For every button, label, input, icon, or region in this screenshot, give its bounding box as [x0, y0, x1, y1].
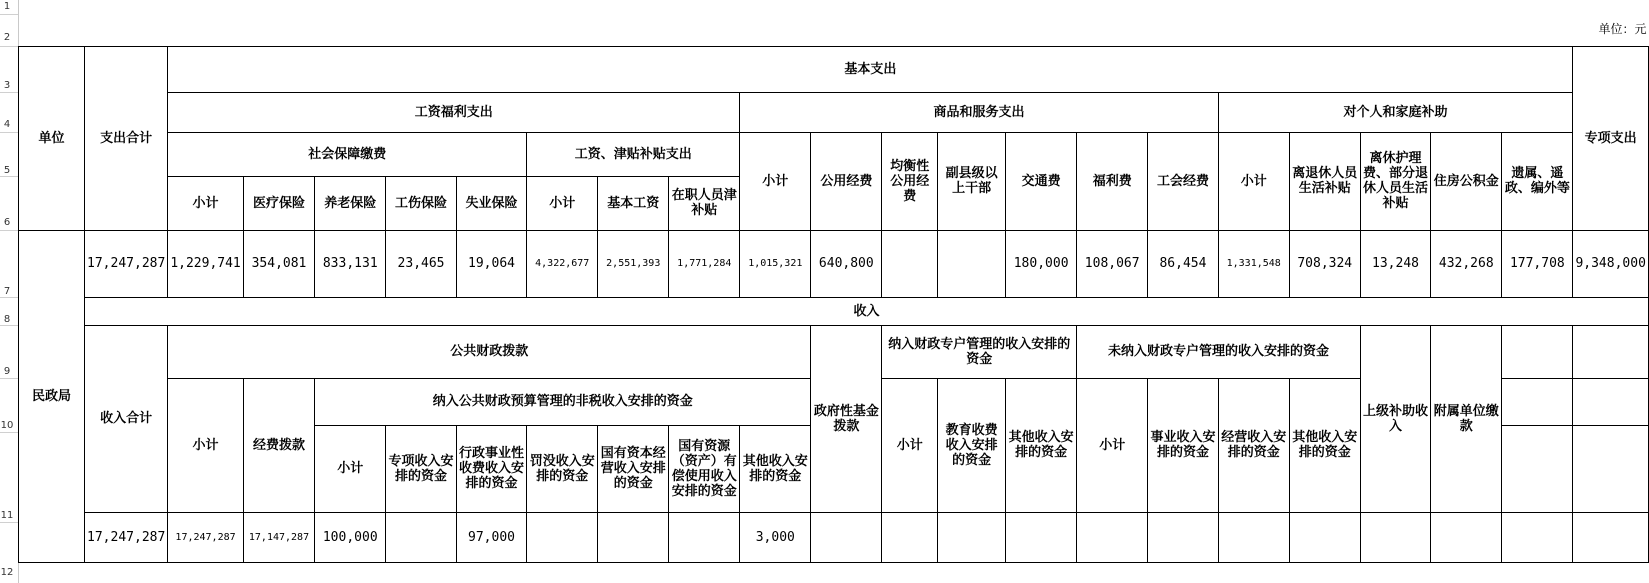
blank-header-cell	[1502, 378, 1573, 425]
business-income-header: 经营收入安排的资金	[1218, 378, 1289, 512]
retired-care-header: 离休护理费、部分退休人员生活补贴	[1360, 132, 1430, 230]
other-income-header: 其他收入安排的资金	[740, 425, 811, 512]
row-number[interactable]: 8	[3, 314, 11, 325]
retired-allowance-value[interactable]: 708,324	[1289, 230, 1360, 297]
goods-subtotal-value[interactable]: 1,015,321	[740, 230, 811, 297]
retired-care-value[interactable]: 13,248	[1360, 230, 1430, 297]
union-header: 工会经费	[1148, 132, 1218, 230]
goods-subtotal-header: 小计	[740, 132, 811, 230]
balanced-public-header: 均衡性公用经费	[882, 132, 938, 230]
pf-subtotal-header: 小计	[168, 378, 243, 512]
wage-subtotal-header: 小计	[527, 176, 598, 230]
wage-allowance-header: 工资、津贴补贴支出	[527, 132, 740, 176]
pf-subtotal-value[interactable]: 17,247,287	[168, 512, 243, 562]
staff-allowance-header: 在职人员津补贴	[669, 176, 740, 230]
income-header: 收入	[85, 297, 1649, 325]
other-fiscal-value[interactable]	[1006, 512, 1077, 562]
budget-table	[18, 14, 1649, 563]
public-funds-value[interactable]: 640,800	[811, 230, 882, 297]
balanced-public-value[interactable]	[882, 230, 938, 297]
row-number[interactable]: 11	[0, 510, 14, 521]
injury-header: 工伤保险	[386, 176, 456, 230]
row-number[interactable]: 9	[3, 366, 11, 377]
special-value[interactable]: 9,348,000	[1573, 230, 1649, 297]
housing-fund-header: 住房公积金	[1431, 132, 1502, 230]
row-number[interactable]: 5	[3, 165, 11, 176]
total-expense-value[interactable]: 17,247,287	[85, 230, 168, 297]
personal-subtotal-value[interactable]: 1,331,548	[1218, 230, 1289, 297]
blank-value-cell[interactable]	[1573, 512, 1649, 562]
survivor-value[interactable]: 177,708	[1502, 230, 1573, 297]
nontax-header: 纳入公共财政预算管理的非税收入安排的资金	[315, 378, 811, 425]
business-income-value[interactable]	[1218, 512, 1289, 562]
blank-header-cell	[1573, 378, 1649, 425]
gov-fund-header: 政府性基金拨款	[811, 325, 882, 512]
unit-name[interactable]: 民政局	[19, 230, 85, 562]
funding-value[interactable]: 17,147,287	[243, 512, 314, 562]
row-number[interactable]: 4	[3, 119, 11, 130]
public-funds-header: 公用经费	[811, 132, 882, 230]
other-non-fiscal-value[interactable]	[1289, 512, 1360, 562]
state-capital-header: 国有资本经营收入安排的资金	[598, 425, 669, 512]
nontax-subtotal-header: 小计	[315, 425, 386, 512]
basic-expense-header: 基本支出	[168, 46, 1573, 92]
total-income-header: 收入合计	[85, 325, 168, 512]
personal-subtotal-header: 小计	[1218, 132, 1289, 230]
non-fiscal-header: 未纳入财政专户管理的收入安排的资金	[1077, 325, 1361, 378]
nontax-subtotal-value[interactable]: 100,000	[315, 512, 386, 562]
other-income-value[interactable]: 3,000	[740, 512, 811, 562]
housing-fund-value[interactable]: 432,268	[1431, 230, 1502, 297]
row-number[interactable]: 10	[0, 420, 14, 431]
unit-label: 单位：元	[1598, 22, 1647, 37]
pension-header: 养老保险	[315, 176, 386, 230]
unemployment-header: 失业保险	[456, 176, 526, 230]
ss-subtotal-header: 小计	[168, 176, 243, 230]
edu-fee-value[interactable]	[938, 512, 1006, 562]
survivor-header: 遗属、遥政、编外等	[1502, 132, 1573, 230]
admin-fee-header: 行政事业性收费收入安排的资金	[456, 425, 526, 512]
row-number[interactable]: 12	[0, 567, 14, 578]
injury-value[interactable]: 23,465	[386, 230, 456, 297]
state-capital-value[interactable]	[598, 512, 669, 562]
blank-header-cell	[1502, 325, 1573, 378]
pension-value[interactable]: 833,131	[315, 230, 386, 297]
row-number[interactable]: 7	[3, 286, 11, 297]
non-fiscal-subtotal-header: 小计	[1077, 378, 1148, 512]
goods-services-header: 商品和服务支出	[740, 92, 1218, 132]
special-income-header: 专项收入安排的资金	[386, 425, 456, 512]
blank-header-cell	[1502, 425, 1573, 512]
non-fiscal-subtotal-value[interactable]	[1077, 512, 1148, 562]
welfare-value[interactable]: 108,067	[1077, 230, 1148, 297]
transport-header: 交通费	[1006, 132, 1077, 230]
career-income-header: 事业收入安排的资金	[1148, 378, 1218, 512]
total-income-value[interactable]: 17,247,287	[85, 512, 168, 562]
social-security-header: 社会保障缴费	[168, 132, 527, 176]
upper-subsidy-header: 上级补助收入	[1360, 325, 1430, 512]
gov-fund-value[interactable]	[811, 512, 882, 562]
state-resource-value[interactable]	[669, 512, 740, 562]
admin-fee-value[interactable]: 97,000	[456, 512, 526, 562]
edu-fee-header: 教育收费收入安排的资金	[938, 378, 1006, 512]
blank-header-cell	[1573, 325, 1649, 378]
unit-header: 单位	[19, 46, 85, 230]
fiscal-subtotal-header: 小计	[882, 378, 938, 512]
basic-wage-value[interactable]: 2,551,393	[598, 230, 669, 297]
salary-welfare-header: 工资福利支出	[168, 92, 740, 132]
other-fiscal-header: 其他收入安排的资金	[1006, 378, 1077, 512]
ss-subtotal-value[interactable]: 1,229,741	[168, 230, 243, 297]
row-number[interactable]: 2	[3, 32, 11, 43]
total-expense-header: 支出合计	[85, 46, 168, 230]
retired-allowance-header: 离退休人员生活补贴	[1289, 132, 1360, 230]
blank-header-cell	[1573, 425, 1649, 512]
medical-header: 医疗保险	[243, 176, 314, 230]
funding-header: 经费拨款	[243, 378, 314, 512]
other-non-fiscal-header: 其他收入安排的资金	[1289, 378, 1360, 512]
basic-wage-header: 基本工资	[598, 176, 669, 230]
fiscal-subtotal-value[interactable]	[882, 512, 938, 562]
state-resource-header: 国有资源（资产）有偿使用收入安排的资金	[669, 425, 740, 512]
career-income-value[interactable]	[1148, 512, 1218, 562]
fine-header: 罚没收入安排的资金	[527, 425, 598, 512]
deputy-county-value[interactable]	[938, 230, 1006, 297]
staff-allowance-value[interactable]: 1,771,284	[669, 230, 740, 297]
personal-family-header: 对个人和家庭补助	[1218, 92, 1573, 132]
transport-value[interactable]: 180,000	[1006, 230, 1077, 297]
union-value[interactable]: 86,454	[1148, 230, 1218, 297]
deputy-county-header: 副县级以上干部	[938, 132, 1006, 230]
special-expense-header: 专项支出	[1573, 46, 1649, 230]
unemployment-value[interactable]: 19,064	[456, 230, 526, 297]
welfare-header: 福利费	[1077, 132, 1148, 230]
special-income-value[interactable]	[386, 512, 456, 562]
row-header	[0, 0, 19, 583]
public-finance-header: 公共财政拨款	[168, 325, 811, 378]
wage-subtotal-value[interactable]: 4,322,677	[527, 230, 598, 297]
affiliate-header: 附属单位缴款	[1431, 325, 1502, 512]
blank-value-cell[interactable]	[1502, 512, 1573, 562]
row-number[interactable]: 1	[3, 1, 11, 12]
row-number[interactable]: 3	[3, 80, 11, 91]
row-number[interactable]: 6	[3, 217, 11, 228]
affiliate-value[interactable]	[1431, 512, 1502, 562]
fiscal-special-header: 纳入财政专户管理的收入安排的资金	[882, 325, 1077, 378]
fine-value[interactable]	[527, 512, 598, 562]
upper-subsidy-value[interactable]	[1360, 512, 1430, 562]
medical-value[interactable]: 354,081	[243, 230, 314, 297]
